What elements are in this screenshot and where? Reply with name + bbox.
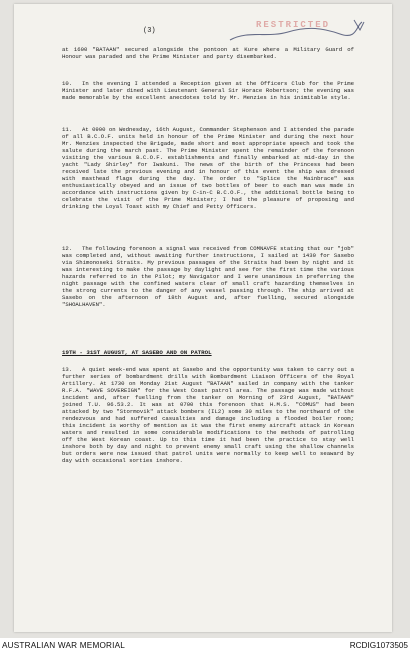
footer-record-id: RCDIG1073505: [349, 641, 408, 650]
paragraph-10: 10. In the evening I attended a Reception given at the Officers Club for the Prime Minister and later dined with Lieutenant General Sir Horace Robertson; the evening was made memorable by the excellent anecdotes told by Mr. Menzies in his inimitable style.: [62, 80, 354, 101]
section-heading: 19TH - 31ST AUGUST, AT SASEBO AND ON PATROL: [62, 349, 212, 356]
restricted-stamp-text: RESTRICTED: [256, 20, 331, 30]
page-number: (3): [143, 27, 156, 35]
restricted-stamp: [228, 18, 366, 44]
archive-footer: [0, 638, 410, 654]
paragraph-13: 13. A quiet week-end was spent at Sasebo and the opportunity was taken to carry out a further series of bombardment drills with Bombardment Liaison Officers of the Royal Artillery. At 1730 on Monday 21st August "BATAAN" sailed in company with the tanker R.F.A. "WAVE SOVEREIGN" for the West Coast patrol area. The passage was made without incident and, after fuelling from the tanker on Morning of 23rd August, "BATAAN" joined T.U. 96.53.2. It was at 0700 this forenoon that H.M.S. "COMUS" had been attacked by two "Stormovik" attack bombers (IL2) some 30 miles to the northward of the rendezvous and had suffered casualties and damage including a flooded boiler room; this incident is worthy of mention as it was the first enemy aircraft attack in Korean waters and resulted in some considerable modifications to the methods of patrolling off the West Korean coast. Up to this time it had been the practice to stay well inshore both by day and night to prevent enemy small craft using the shallow channels but orders were now issued that patrol units were normally to keep well to seaward by day with occasional sorties inshore.: [62, 366, 354, 464]
paragraph-12: 12. The following forenoon a signal was received from COMNAVFE stating that our "job" was completed and, without awaiting further instructions, I sailed at 1430 for Sasebo via Shimonoseki Straits. My previous passages of the Straits had been by night and it was interesting to make the passage by daylight and see for the first time the various hazards referred to in the Pilot; my Navigator and I were unanimous in preferring the night passage with the confined waters clear of small craft hazarding themselves in the strong currents to the danger of any vessel passing through. The ship arrived at Sasebo on the afternoon of 18th August and, after fuelling, secured alongside "SHOALHAVEN".: [62, 245, 354, 308]
paragraph-9-continued: at 1600 "BATAAN" secured alongside the pontoon at Kure where a Military Guard of Honour was paraded and the Prime Minister and party disembarked.: [62, 46, 354, 60]
footer-institution: AUSTRALIAN WAR MEMORIAL: [2, 641, 126, 650]
signature-scribble: [228, 18, 366, 44]
paragraph-11: 11. At 0900 on Wednesday, 16th August, Commander Stephenson and I attended the parade of all B.C.O.F. units held in honour of the Prime Minister and during the next hour Mr. Menzies inspected the Brigade, made short and most appropriate speech and took the salute during the march past. The Prime Minister spent the remainder of the forenoon visiting the various B.C.O.F. establishments and finally embarked at mid-day in the yacht "Lady Shirley" for Iwakuni. The news of the birth of the Princess had been received late the previous evening and in honour of this event the ship was dressed with masthead flags during the day. The order to "Splice the Mainbrace" was enthusiastically obeyed and an issue of two bottles of beer to each man was made in accordance with instructions given by C-in-C B.C.O.F., the additional bottle being to celebrate the visit of the Prime Minister; I had the pleasure of proposing and drinking the Loyal Toast with my Chief and Petty Officers.: [62, 126, 354, 210]
